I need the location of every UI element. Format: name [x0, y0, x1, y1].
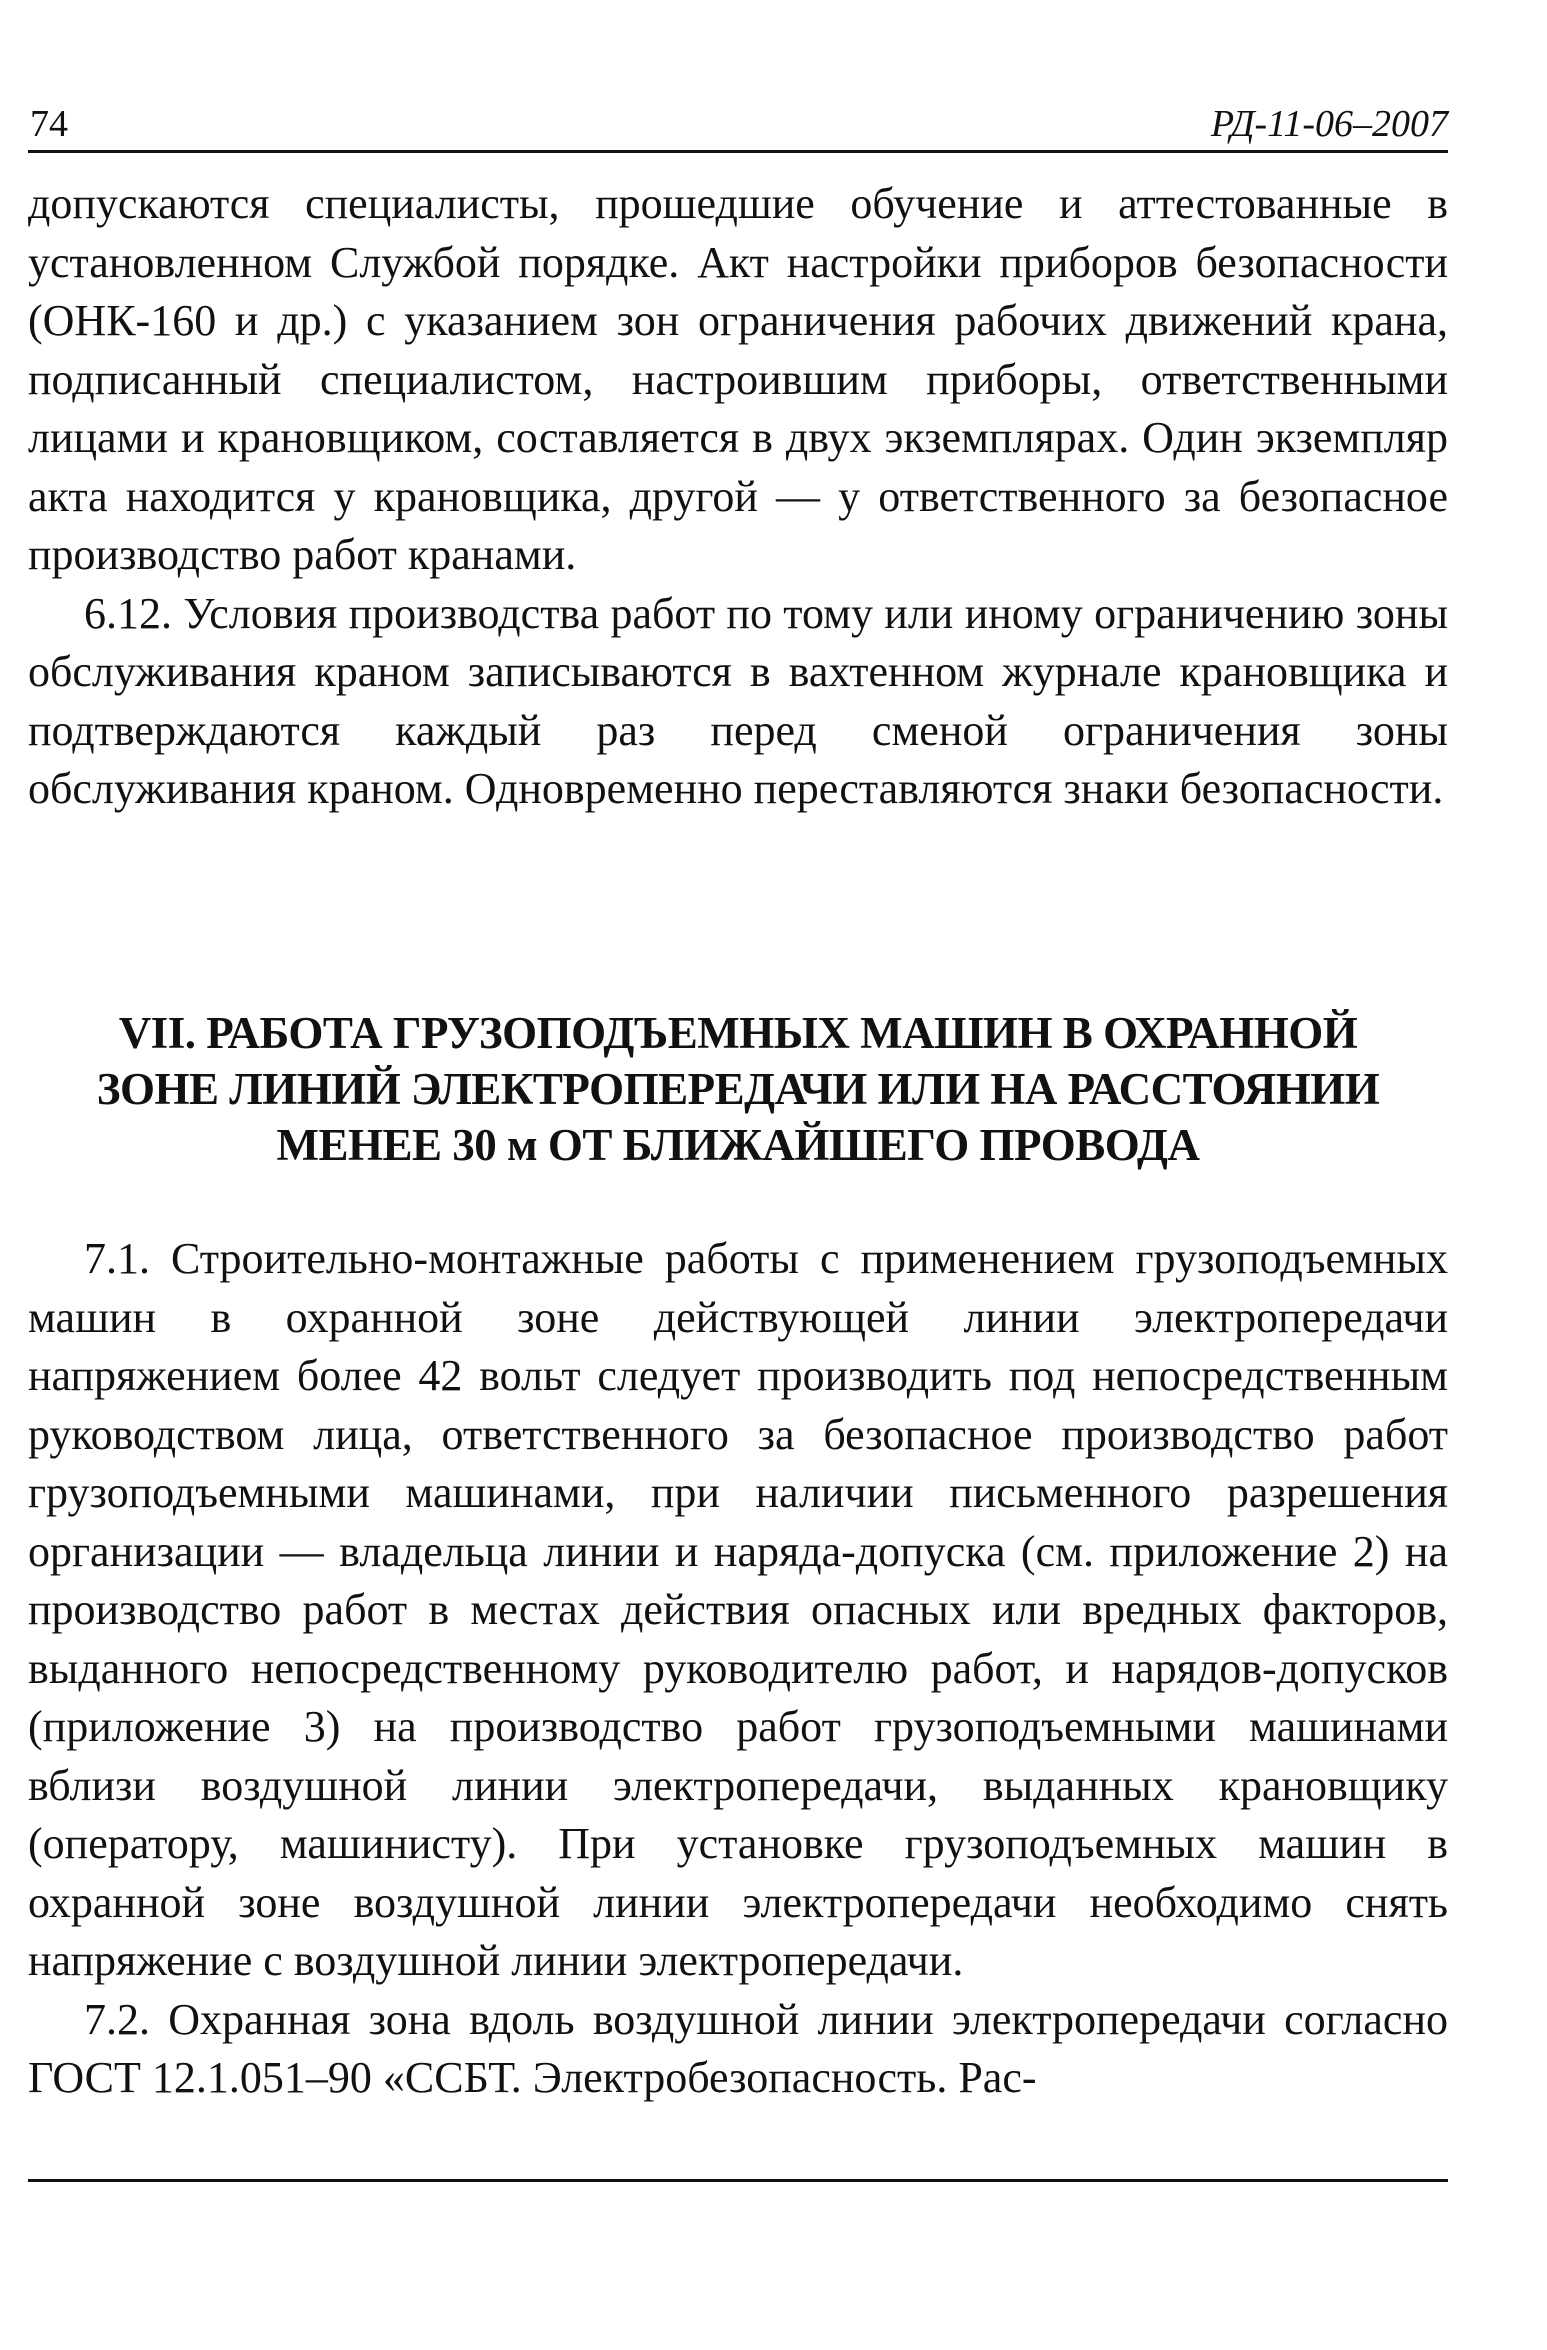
section-heading-line-3: МЕНЕЕ 30 м ОТ БЛИЖАЙШЕГО ПРОВОДА — [276, 1120, 1200, 1170]
text-block-top — [28, 175, 1448, 819]
paragraph-7-2: 7.2. Охранная зона вдоль воздушной линии электропередачи согласно ГОСТ 12.1.051–90 «ССБТ. Электробезопасность. Рас- — [28, 1994, 1448, 2102]
header-rule — [28, 150, 1448, 153]
section-heading-line-2: ЗОНЕ ЛИНИЙ ЭЛЕКТРОПЕРЕДАЧИ ИЛИ НА РАССТОЯНИИ — [96, 1064, 1380, 1114]
document-code: РД-11-06–2007 — [1210, 103, 1448, 145]
section-heading — [28, 1005, 1448, 1173]
running-header — [28, 102, 1448, 146]
footer-rule — [28, 2179, 1448, 2182]
paragraph-6-12: 6.12. Условия производства работ по тому или иному ограничению зоны обслуживания краном записываются в вахтенном журнале крановщика и подтверждаются каждый раз перед сменой ограничения зоны обслуживания краном. Одновременно переставляются знаки безопасности. — [28, 588, 1448, 813]
paragraph-continued: допускаются специалисты, прошедшие обучение и аттестованные в установленном Службой порядке. Акт настройки приборов безопасности (ОНК-160 и др.) с указанием зон ограничения рабочих движений крана, подписанный специалистом, настроившим приборы, ответственными лицами и крановщиком, составляется в двух экземплярах. Один экземпляр акта находится у крановщика, другой — у ответственного за безопасное производство работ кранами. — [28, 179, 1448, 579]
section-heading-line-1: VII. РАБОТА ГРУЗОПОДЪЕМНЫХ МАШИН В ОХРАННОЙ — [118, 1008, 1358, 1058]
document-page — [28, 0, 1448, 2350]
text-block-bottom — [28, 1230, 1448, 2108]
paragraph-7-1: 7.1. Строительно-монтажные работы с применением грузоподъемных машин в охранной зоне действующей линии электропередачи напряжением более 42 вольт следует производить под непосредственным руководством лица, ответственного за безопасное производство работ грузоподъемными машинами, при наличии письменного разрешения организации — владельца линии и наряда-допуска (см. приложение 2) на производство работ в местах действия опасных или вредных факторов, выданного непосредственному руководителю работ, и нарядов-допусков (приложение 3) на производство работ грузоподъемными машинами вблизи воздушной линии электропередачи, выданных крановщику (оператору, машинисту). При установке грузоподъемных машин в охранной зоне воздушной линии электропередачи необходимо снять напряжение с воздушной линии электропередачи. — [28, 1234, 1448, 1985]
page-number: 74 — [30, 103, 68, 145]
